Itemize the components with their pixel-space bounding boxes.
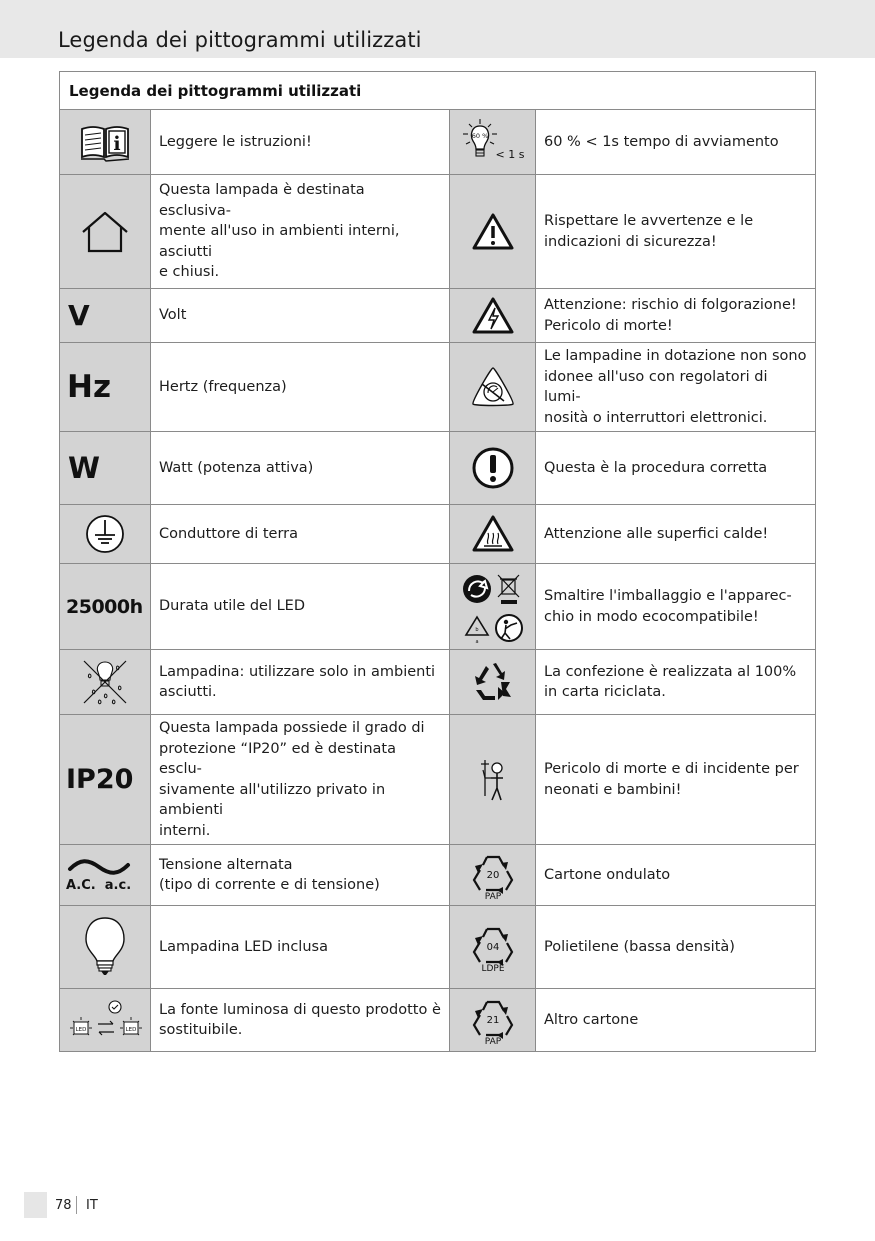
language-code: IT [86, 1198, 98, 1213]
recycling-code-number: 21 [486, 1015, 499, 1026]
recycle-icon [450, 650, 536, 715]
read-instructions-text: Leggere le istruzioni! [151, 110, 450, 175]
volt-text: Volt [151, 289, 450, 343]
footer-divider [76, 1196, 77, 1214]
table-row [60, 505, 816, 564]
table-row [60, 715, 816, 845]
recycling-code-number: 20 [486, 870, 499, 881]
safety-notes-text: Rispettare le avvertenze e le indicazioni di sicurezza! [536, 175, 816, 289]
polyethylene-text: Polietilene (bassa densità) [536, 906, 816, 989]
pictogram-legend-table [59, 71, 816, 1052]
alternating-current-text: Tensione alternata (tipo di corrente e di tensione) [151, 845, 450, 906]
dry-use-text: Lampadina: utilizzare solo in ambienti asciutti. [151, 650, 450, 715]
bulb-time-label: < 1 s [495, 148, 524, 161]
hertz-text: Hertz (frequenza) [151, 343, 450, 432]
disposal-text: Smaltire l'imballaggio e l'apparec- chio in modo ecocompatibile! [536, 564, 816, 650]
correct-procedure-text: Questa è la procedura corretta [536, 432, 816, 505]
start-time-bulb-icon [450, 110, 536, 175]
table-row [60, 175, 816, 289]
house-icon [60, 175, 151, 289]
recycling-code-number: 04 [486, 942, 499, 953]
watt-text: Watt (potenza attiva) [151, 432, 450, 505]
lifetime-text: Durata utile del LED [151, 564, 450, 650]
table-heading: Legenda dei pittogrammi utilizzati [60, 72, 816, 110]
other-cardboard-text: Altro cartone [536, 989, 816, 1052]
table-row [60, 110, 816, 175]
led-bulb-included-text: Lampadina LED inclusa [151, 906, 450, 989]
table-row [60, 845, 816, 906]
ground-conductor-icon [60, 505, 151, 564]
watt-symbol: W [60, 432, 151, 505]
table-header-row [60, 72, 816, 110]
page-title: Legenda dei pittogrammi utilizzati [58, 28, 422, 52]
replaceable-source-text: La fonte luminosa di questo prodotto è sostituibile. [151, 989, 450, 1052]
table-row [60, 906, 816, 989]
disposal-symbols-icon [450, 564, 536, 650]
table-row [60, 650, 816, 715]
footer-tab [24, 1192, 47, 1218]
recycled-paper-text: La confezione è realizzata al 100% in carta riciclata. [536, 650, 816, 715]
ground-conductor-text: Conduttore di terra [151, 505, 450, 564]
svg-text:b: b [474, 626, 479, 633]
volt-symbol: V [60, 289, 151, 343]
recycling-code-20-icon [450, 845, 536, 906]
indoor-use-text: Questa lampada è destinata esclusiva- mente all'uso in ambienti interni, asciutti e chiusi. [151, 175, 450, 289]
child-danger-icon [450, 715, 536, 845]
recycling-material-label: LDPE [480, 964, 505, 972]
recycling-code-21-icon [450, 989, 536, 1052]
hot-surface-text: Attenzione alle superfici calde! [536, 505, 816, 564]
table-row [60, 289, 816, 343]
led-bulb-icon [60, 906, 151, 989]
hot-surface-warning-icon [450, 505, 536, 564]
recycling-material-label: PAP [484, 892, 501, 900]
electric-shock-text: Attenzione: rischio di folgorazione! Pericolo di morte! [536, 289, 816, 343]
read-instructions-icon [60, 110, 151, 175]
led-label-right: LED [125, 1027, 137, 1033]
svg-text:a: a [474, 638, 479, 645]
child-danger-text: Pericolo di morte e di incidente per neonati e bambini! [536, 715, 816, 845]
hertz-symbol: Hz [60, 343, 151, 432]
no-dimmer-icon [450, 343, 536, 432]
electric-shock-warning-icon [450, 289, 536, 343]
dry-environment-only-icon [60, 650, 151, 715]
recycling-material-label: PAP [484, 1037, 501, 1045]
table-row [60, 432, 816, 505]
ip20-symbol: IP20 [60, 715, 151, 845]
replaceable-light-source-icon [60, 989, 151, 1052]
alternating-current-icon: A.C. a.c. [60, 845, 151, 906]
svg-text:i: i [113, 133, 121, 155]
table-row [60, 564, 816, 650]
corrugated-cardboard-text: Cartone ondulato [536, 845, 816, 906]
exclamation-circle-icon [450, 432, 536, 505]
recycling-code-04-icon [450, 906, 536, 989]
warning-triangle-icon [450, 175, 536, 289]
bulb-percent-label: 60 % [471, 132, 488, 140]
page-number: 78 [55, 1198, 72, 1213]
table-row [60, 989, 816, 1052]
ip20-text: Questa lampada possiede il grado di protezione “IP20” ed è destinata esclu- sivamente all'utilizzo privato in ambienti interni. [151, 715, 450, 845]
start-time-text: 60 % < 1s tempo di avviamento [536, 110, 816, 175]
led-label-left: LED [75, 1027, 87, 1033]
no-dimmer-text: Le lampadine in dotazione non sono idonee all'uso con regolatori di lumi- nosità o interruttori elettronici. [536, 343, 816, 432]
table-row [60, 343, 816, 432]
lifetime-symbol: 25000h [60, 564, 151, 650]
